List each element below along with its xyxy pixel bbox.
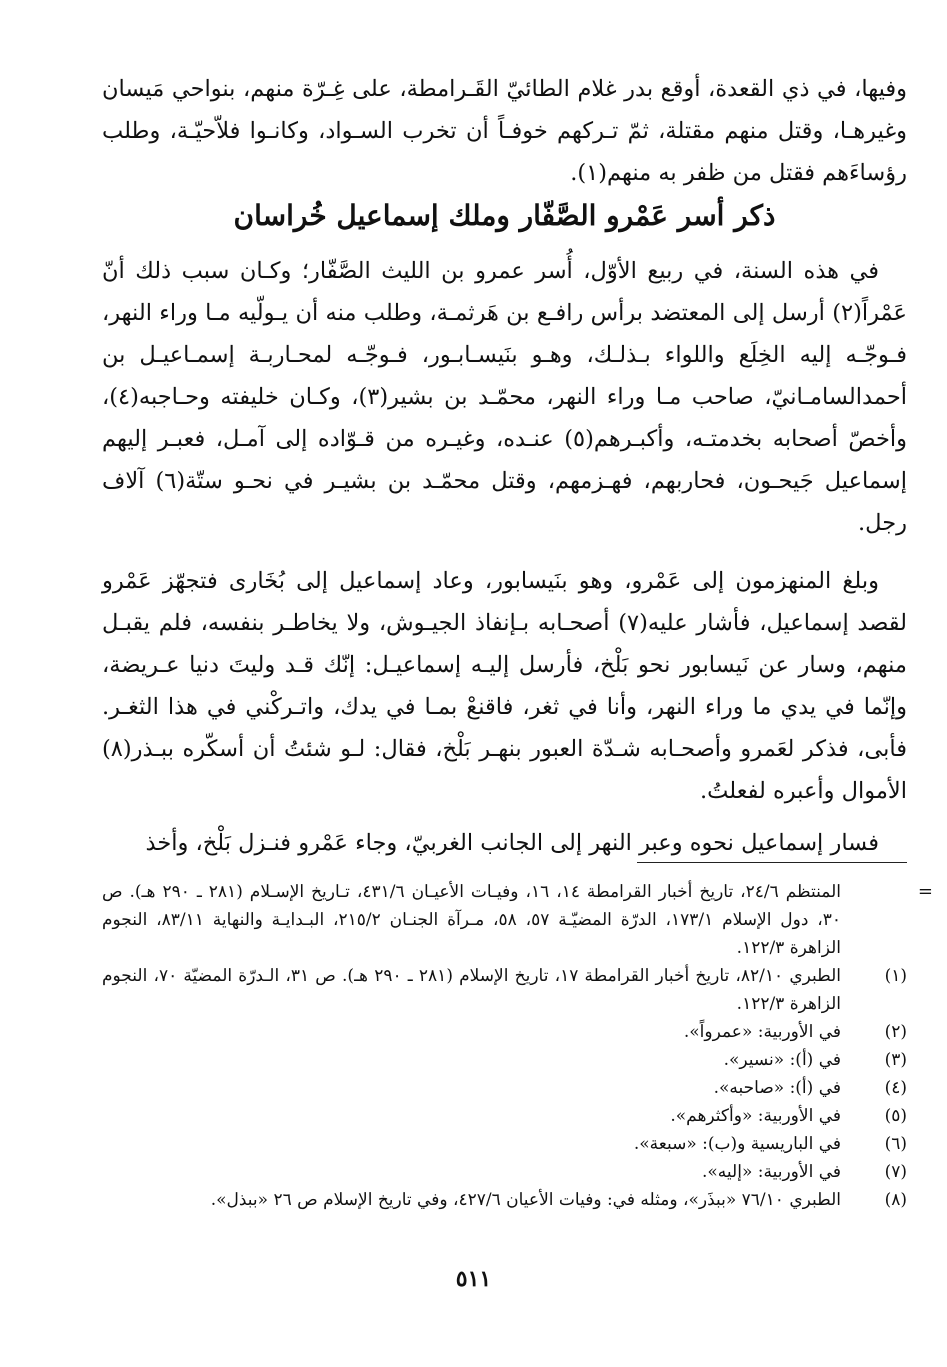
body-paragraph-2: وبلغ المنهزمون إلى عَمْرو، وهو بنَيسابور، وعاد إسماعيل إلى بُخَارى فتجهّز عَمْرو لقصد إسماعيل، فأشار عليه(٧) أصحـابه بـإنفاذ الجيـوش، ولا يخاطـر بنفسه، فلم يقبـل منهم، وسار عن نَيسابور نحو بَلْخ، فأرسل إليـه إسماعيـل: إنّك قـد وليتَ دنيا عـريضة، وإنّما في يدي ما وراء النهر، وأنا في ثغر، فاقنعْ بمـا في يدك، واتـركْني في هذا الثغـر. فأبى، فذكر لعَمرو وأصحـابه شـدّة العبور بنهـر بَلْخ، فقال: لـو شئتُ أن أسكّره ببـذر(٨) الأموال وأعبره لفعلتُ.: [102, 568, 907, 804]
footnote-8: [102, 1186, 907, 1214]
footnote-1: [102, 962, 907, 1018]
body-paragraph-3: فسار إسماعيل نحوه وعبر النهر إلى الجانب الغربيّ، وجاء عَمْرو فنـزل بَلْخ، وأخذ: [145, 830, 879, 856]
intro-section: [102, 68, 907, 194]
footnote-number: (٧): [884, 1162, 907, 1182]
footnote-text: في الباريسية و(ب): «سبعة».: [633, 1134, 841, 1154]
main-body: [102, 250, 907, 864]
footnote-text: في (أ): «نسير».: [723, 1050, 841, 1070]
footnote-number: (٥): [884, 1106, 907, 1126]
section-heading: ذكر أسر عَمْرو الصَّفّار وملك إسماعيل خُراسان: [233, 199, 776, 232]
footnote-4: [102, 1074, 907, 1102]
page-number: ٥١١: [455, 1266, 492, 1292]
footnote-number: (١): [884, 966, 907, 986]
footnote-6: [102, 1130, 907, 1158]
footnote-number: (٦): [884, 1134, 907, 1154]
footnote-text: في الأوربية: «وأكثرهم».: [670, 1106, 841, 1126]
footnote-number: (٣): [884, 1050, 907, 1070]
footnote-number: (٤): [884, 1078, 907, 1098]
footnote-continuation: [102, 878, 907, 962]
footnotes-section: [102, 878, 907, 1214]
body-paragraph-1: في هذه السنة، في ربيع الأوّل، أُسر عمرو بن الليث الصَّفّار؛ وكـان سبب ذلك أنّ عَمْراً(٢) أرسل إلى المعتضد برأس رافـع بن هَرثمـة، وطلب منه أن يـولّيه مـا وراء النهر، فـوجّـه إليه الخِلَع واللواء بـذلـك، وهـو بنَيسـابـور، فـوجّـه لمحـاربـة إسمـاعيـل بن أحمدالسامـانيّ، صاحب مـا وراء النهر، محمّـد بن بشير(٣)، وكـان خليفته وحـاجبه(٤)، وأخصّ أصحابه بخدمتـه، وأكبـرهم(٥) عنـده، وغيـره من قـوّاده إلى آمـل، فعبـر إليهم إسماعيل جَيحـون، فحاربهم، فهـزمهم، وقتل محمّـد بن بشيـر في نحـو ستّة(٦) آلاف رجل.: [102, 258, 908, 536]
footnote-continuation-mark: =: [917, 881, 933, 902]
footnote-text: في الأوربية: «عمرواً».: [683, 1022, 841, 1042]
footnote-7: [102, 1158, 907, 1186]
footnote-number: (٨): [884, 1190, 907, 1210]
footnote-number: (٢): [884, 1022, 907, 1042]
footnote-text: الطبري ٧٦/١٠ «ببذَر»، ومثله في: وفيات الأعيان ٤٢٧/٦، وفي تاريخ الإسلام ص ٢٦ «ببذل».: [210, 1190, 841, 1210]
footnote-text: الطبري ٨٢/١٠، تاريخ أخبار القرامطة ١٧، تاريخ الإسلام (٢٨١ ـ ٢٩٠ هـ). ص ٣١، الـدرّة المضيّة ٧٠، النجوم الزاهرة ١٢٢/٣.: [102, 966, 841, 1014]
footnote-5: [102, 1102, 907, 1130]
footnote-continuation-text: المنتظم ٢٤/٦، تاريخ أخبار القرامطة ١٤، ١٦، وفيـات الأعيـان ٤٣١/٦، تـاريخ الإسـلام (٢٨١ ـ ٢٩٠ هـ). ص ٣٠، دول الإسلام ١٧٣/١، الدرّة المضيّـة ٥٧، ٥٨، مـرآة الجنـان ٢١٥/٢، البـدايـة والنهاية ٨٣/١١، النجوم الزاهرة ١٢٢/٣.: [102, 882, 842, 958]
footnote-text: في (أ): «صاحبه».: [713, 1078, 841, 1098]
footnote-text: في الأوربية: «إليه».: [702, 1162, 841, 1182]
footnote-3: [102, 1046, 907, 1074]
footnote-2: [102, 1018, 907, 1046]
footnote-divider: [637, 862, 907, 863]
intro-paragraph: وفيها، في ذي القعدة، أوقع بدر غلام الطائيّ القَـرامطة، على غِـرّة منهم، بنواحي مَيسان وغيرهـا، وقتل منهم مقتلة، ثمّ تـركهم خوفـاً أن تخرب السـواد، وكانـوا فلاّحيّـة، وطلب رؤساءَهم فقتل من ظفر به منهم(١).: [102, 76, 907, 186]
